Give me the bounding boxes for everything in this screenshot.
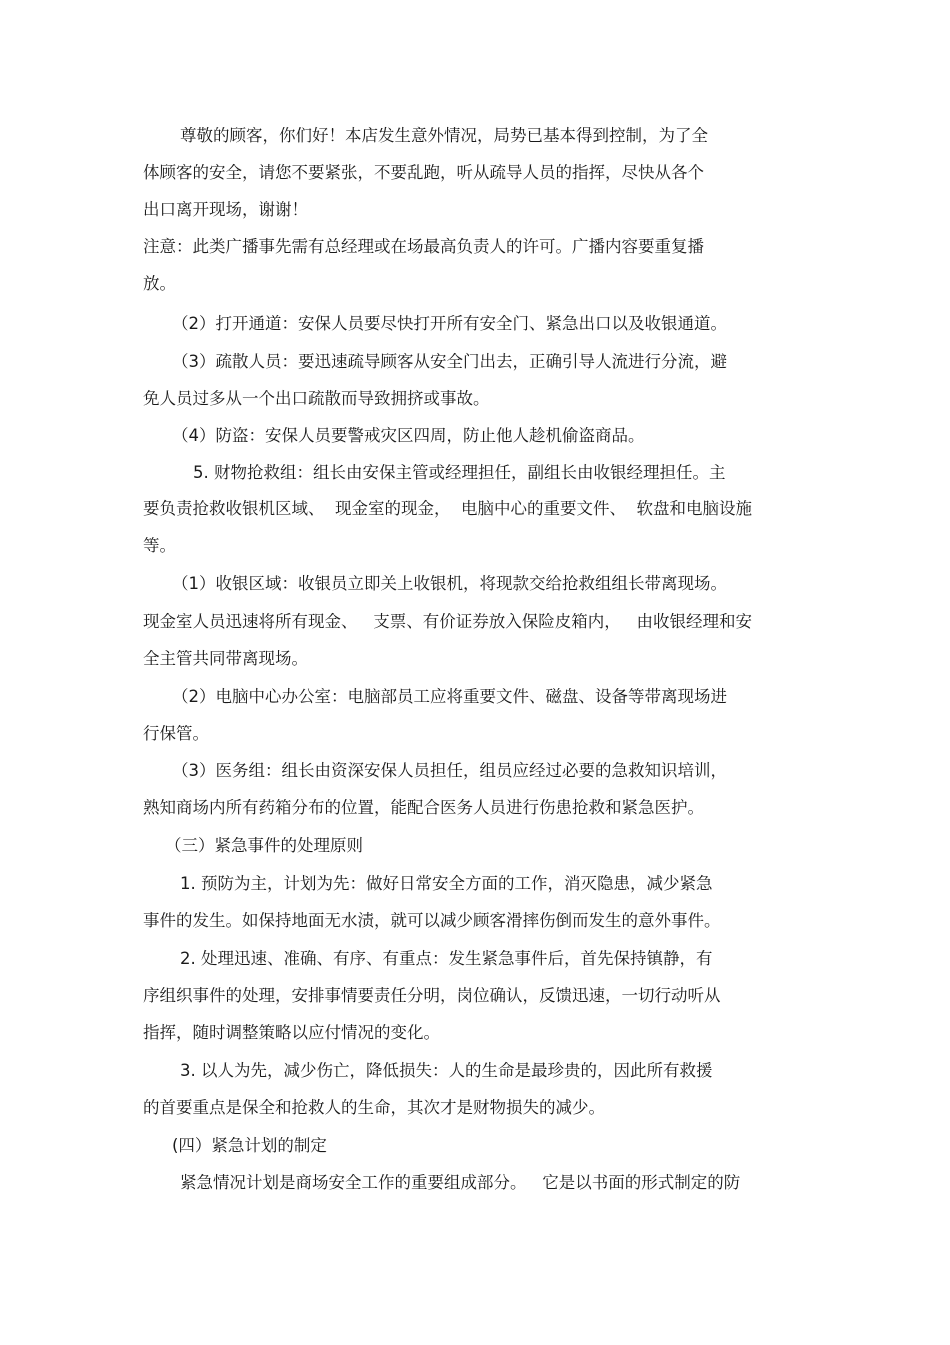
text-line: 现金室人员迅速将所有现金、 支票、有价证券放入保险皮箱内， 由收银经理和安 — [143, 612, 752, 631]
text-line: 序组织事件的处理，安排事情要责任分明，岗位确认，反馈迅速，一切行动听从 — [143, 986, 721, 1005]
text-line: 5. 财物抢救组：组长由安保主管或经理担任，副组长由收银经理担任。主 — [193, 463, 726, 482]
text-line: （2）打开通道：安保人员要尽快打开所有安全门、紧急出口以及收银通道。 — [172, 314, 727, 333]
text-line: 体顾客的安全，请您不要紧张，不要乱跑，听从疏导人员的指挥，尽快从各个 — [143, 163, 704, 182]
text-line: （3）医务组：组长由资深安保人员担任，组员应经过必要的急救知识培训， — [172, 761, 727, 780]
section-heading: （三）紧急事件的处理原则 — [165, 836, 363, 855]
text-line: 尊敬的顾客，你们好！本店发生意外情况，局势已基本得到控制，为了全 — [180, 126, 708, 145]
text-line: 出口离开现场，谢谢！ — [143, 200, 308, 219]
text-line: （4）防盗：安保人员要警戒灾区四周，防止他人趁机偷盗商品。 — [172, 426, 645, 445]
text-line: 免人员过多从一个出口疏散而导致拥挤或事故。 — [143, 389, 490, 408]
text-line: 行保管。 — [143, 724, 209, 743]
text-line: 全主管共同带离现场。 — [143, 649, 308, 668]
text-line: 的首要重点是保全和抢救人的生命，其次才是财物损失的减少。 — [143, 1098, 605, 1117]
text-line: （1）收银区域：收银员立即关上收银机，将现款交给抢救组组长带离现场。 — [172, 574, 727, 593]
text-line: 注意：此类广播事先需有总经理或在场最高负责人的许可。广播内容要重复播 — [143, 237, 704, 256]
text-line: （2）电脑中心办公室：电脑部员工应将重要文件、磁盘、设备等带离现场进 — [172, 687, 727, 706]
text-line: 等。 — [143, 536, 176, 555]
text-line: （3）疏散人员：要迅速疏导顾客从安全门出去，正确引导人流进行分流，避 — [172, 352, 727, 371]
text-line: 1. 预防为主，计划为先：做好日常安全方面的工作，消灭隐患，减少紧急 — [180, 874, 713, 893]
text-line: 2. 处理迅速、准确、有序、有重点：发生紧急事件后，首先保持镇静，有 — [180, 949, 713, 968]
text-line: 紧急情况计划是商场安全工作的重要组成部分。 它是以书面的形式制定的防 — [180, 1173, 741, 1192]
text-line: 指挥，随时调整策略以应付情况的变化。 — [143, 1023, 440, 1042]
text-line: 事件的发生。如保持地面无水渍，就可以减少顾客滑摔伤倒而发生的意外事件。 — [143, 911, 721, 930]
text-line: 熟知商场内所有药箱分布的位置，能配合医务人员进行伤患抢救和紧急医护。 — [143, 798, 704, 817]
text-line: 要负责抢救收银机区域、 现金室的现金， 电脑中心的重要文件、 软盘和电脑设施 — [143, 499, 752, 518]
text-line: 放。 — [143, 274, 176, 293]
section-heading: (四）紧急计划的制定 — [172, 1136, 327, 1155]
text-line: 3. 以人为先，减少伤亡，降低损失：人的生命是最珍贵的，因此所有救援 — [180, 1061, 713, 1080]
